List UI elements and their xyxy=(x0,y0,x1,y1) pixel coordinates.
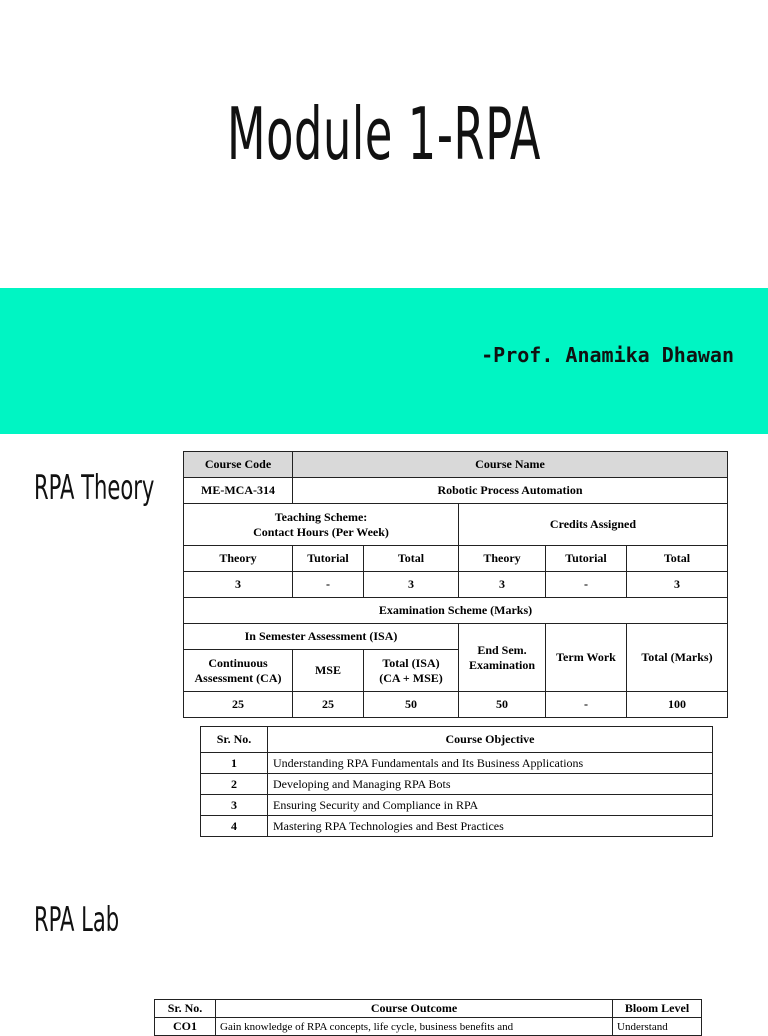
cell: 100 xyxy=(627,692,728,718)
objective-text: Developing and Managing RPA Bots xyxy=(268,774,713,795)
term-work-header: Term Work xyxy=(546,624,627,692)
course-code: ME-MCA-314 xyxy=(184,478,293,504)
cell: 25 xyxy=(184,692,293,718)
table-row xyxy=(201,795,713,816)
course-objective-header: Course Objective xyxy=(268,727,713,753)
objective-text: Ensuring Security and Compliance in RPA xyxy=(268,795,713,816)
cell: 3 xyxy=(184,572,293,598)
teaching-tutorial-header: Tutorial xyxy=(293,546,364,572)
sr-no: 4 xyxy=(201,816,268,837)
mse-header: MSE xyxy=(293,650,364,692)
total-isa-header: Total (ISA) (CA + MSE) xyxy=(364,650,459,692)
page-title: Module 1-RPA xyxy=(226,92,542,176)
cell: 3 xyxy=(459,572,546,598)
exam-scheme-header: Examination Scheme (Marks) xyxy=(184,598,728,624)
course-outcome-header: Course Outcome xyxy=(216,1000,613,1018)
author-name: -Prof. Anamika Dhawan xyxy=(481,343,734,367)
sr-no: CO1 xyxy=(155,1018,216,1036)
objective-text: Mastering RPA Technologies and Best Practices xyxy=(268,816,713,837)
course-name: Robotic Process Automation xyxy=(293,478,728,504)
outcome-text: Gain knowledge of RPA concepts, life cycle, business benefits and xyxy=(216,1018,613,1036)
table-row xyxy=(155,1018,702,1036)
isa-header: In Semester Assessment (ISA) xyxy=(184,624,459,650)
credits-theory-header: Theory xyxy=(459,546,546,572)
course-outcomes-table xyxy=(154,999,702,1036)
ca-header: Continuous Assessment (CA) xyxy=(184,650,293,692)
cell: 3 xyxy=(627,572,728,598)
teaching-total-header: Total xyxy=(364,546,459,572)
sr-no: 1 xyxy=(201,753,268,774)
bloom-level-header: Bloom Level xyxy=(613,1000,702,1018)
end-sem-header: End Sem. Examination xyxy=(459,624,546,692)
sr-no-header: Sr. No. xyxy=(155,1000,216,1018)
course-code-header: Course Code xyxy=(184,452,293,478)
rpa-theory-label: RPA Theory xyxy=(34,468,155,508)
credits-tutorial-header: Tutorial xyxy=(546,546,627,572)
sr-no: 3 xyxy=(201,795,268,816)
cell: 25 xyxy=(293,692,364,718)
cell: - xyxy=(546,572,627,598)
teaching-theory-header: Theory xyxy=(184,546,293,572)
course-name-header: Course Name xyxy=(293,452,728,478)
teaching-scheme-header: Teaching Scheme: Contact Hours (Per Week) xyxy=(184,504,459,546)
total-marks-header: Total (Marks) xyxy=(627,624,728,692)
sr-no-header: Sr. No. xyxy=(201,727,268,753)
bloom-level: Understand xyxy=(613,1018,702,1036)
cell: 50 xyxy=(364,692,459,718)
table-row xyxy=(201,774,713,795)
table-row xyxy=(201,816,713,837)
rpa-lab-label: RPA Lab xyxy=(34,900,120,940)
table-row xyxy=(201,753,713,774)
objective-text: Understanding RPA Fundamentals and Its Business Applications xyxy=(268,753,713,774)
course-scheme-table xyxy=(183,451,728,718)
cell: - xyxy=(546,692,627,718)
credits-header: Credits Assigned xyxy=(459,504,728,546)
credits-total-header: Total xyxy=(627,546,728,572)
cell: 3 xyxy=(364,572,459,598)
course-objectives-table xyxy=(200,726,713,837)
cell: - xyxy=(293,572,364,598)
sr-no: 2 xyxy=(201,774,268,795)
cell: 50 xyxy=(459,692,546,718)
